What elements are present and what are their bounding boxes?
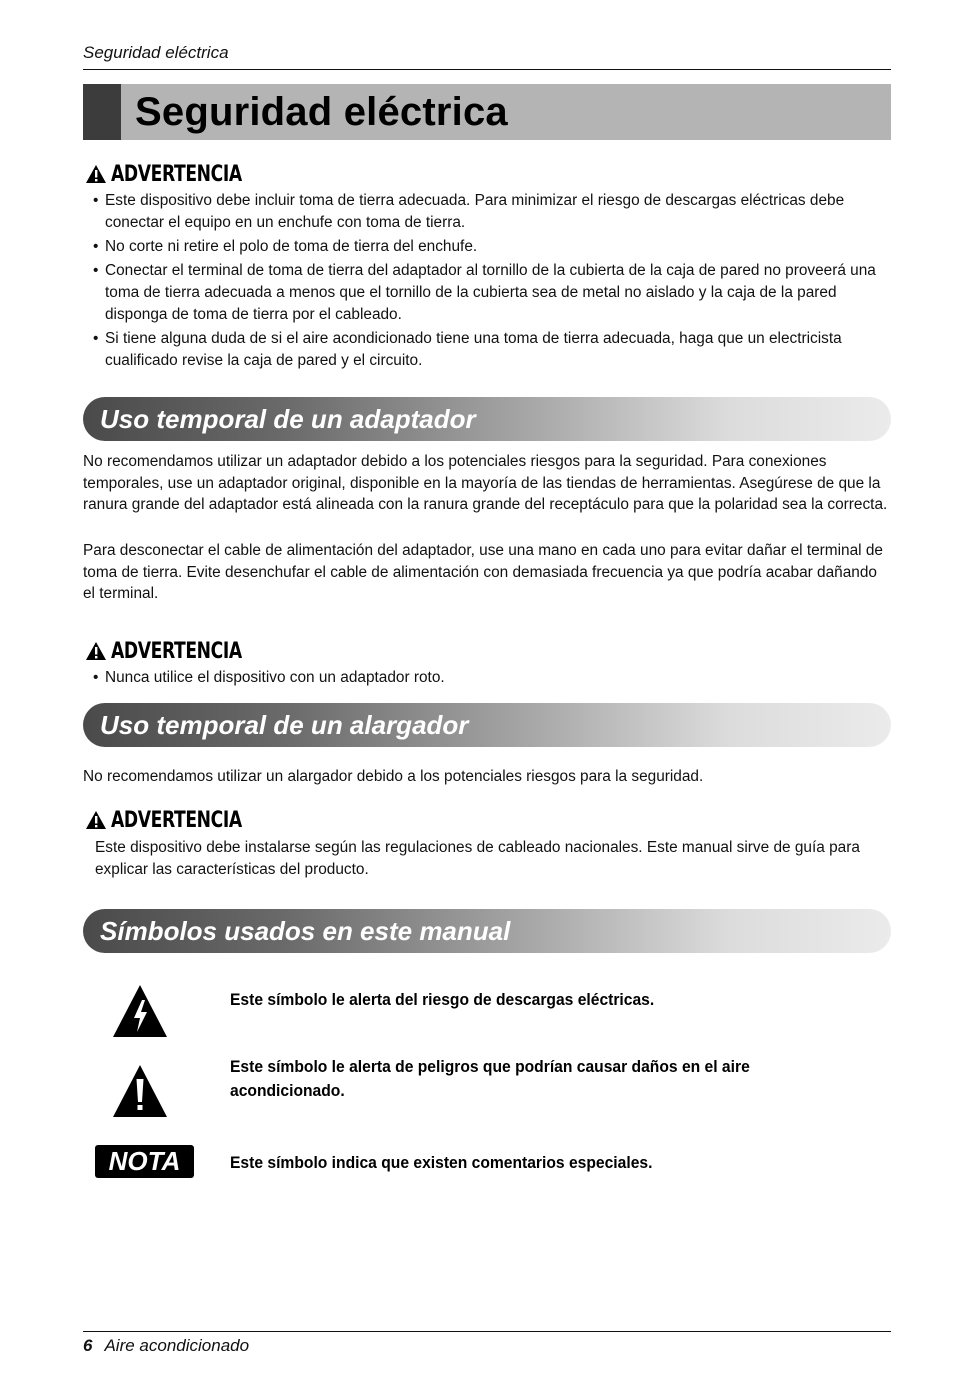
nota-badge: NOTA — [95, 1145, 194, 1178]
warning-label: ADVERTENCIA — [111, 807, 242, 833]
section-header-alargador — [83, 703, 891, 747]
page-title: Seguridad eléctrica — [135, 90, 508, 134]
exclamation-warning-icon — [111, 1063, 169, 1119]
symbol-row — [83, 1055, 891, 1121]
warning-heading — [85, 162, 279, 186]
symbol-description: Este símbolo le alerta de peligros que podrían causar daños en el aire acondicionado. — [230, 1057, 750, 1100]
warning1-list — [93, 190, 888, 374]
section-title: Uso temporal de un adaptador — [100, 404, 476, 434]
title-band-marker — [83, 84, 121, 140]
warning-paragraph: Este dispositivo debe instalarse según las regulaciones de cableado nacionales. Este manual sirve de guía para explicar las características del producto. — [95, 839, 860, 878]
warning-heading — [85, 639, 279, 663]
section-title: Uso temporal de un alargador — [100, 710, 469, 740]
paragraph: No recomendamos utilizar un adaptador debido a los potenciales riesgos para la seguridad. Para conexiones temporales, use un adaptador original, disponible en la mayoría de las tiendas de herramientas. Asegúrese de que la ranura grande del adaptador está alineada con la ranura grande del receptáculo para que la polaridad sea la correcta. — [83, 453, 888, 513]
list-item: • Si tiene alguna duda de si el aire acondicionado tiene una toma de tierra adecuada, haga que un electricista cualificado revise la caja de pared y el circuito. — [93, 328, 888, 372]
list-item: • Este dispositivo debe incluir toma de tierra adecuada. Para minimizar el riesgo de descargas eléctricas debe conectar el equipo en un enchufe con toma de tierra. — [93, 190, 888, 234]
paragraph: No recomendamos utilizar un alargador debido a los potenciales riesgos para la seguridad. — [83, 768, 704, 785]
symbol-description: Este símbolo le alerta del riesgo de descargas eléctricas. — [230, 990, 655, 1009]
header-rule — [83, 69, 891, 70]
list-item: • Nunca utilice el dispositivo con un adaptador roto. — [93, 667, 888, 689]
section-header-adaptador — [83, 397, 891, 441]
warning-triangle-icon — [85, 641, 107, 661]
running-head: Seguridad eléctrica — [83, 43, 229, 62]
footer — [83, 1336, 249, 1356]
paragraph: Para desconectar el cable de alimentación del adaptador, use una mano en cada uno para evitar dañar el terminal de toma de tierra. Evite desenchufar el cable de alimentación con demasiada frecuencia ya que podría acabar dañando el terminal. — [83, 542, 883, 602]
list-item: • No corte ni retire el polo de toma de tierra del enchufe. — [93, 236, 888, 258]
page-number: 6 — [83, 1336, 93, 1355]
warning-triangle-icon — [85, 164, 107, 184]
section-title: Símbolos usados en este manual — [100, 916, 511, 946]
symbol-description: Este símbolo indica que existen comentarios especiales. — [230, 1153, 653, 1172]
section-header-simbolos — [83, 909, 891, 953]
symbol-row — [83, 1145, 891, 1181]
footer-product: Aire acondicionado — [104, 1336, 250, 1355]
list-item: • Conectar el terminal de toma de tierra del adaptador al tornillo de la cubierta de la caja de pared no proveerá una toma de tierra adecuada a menos que el tornillo de la cubierta sea de metal no aislado y la caja de la pared disponga de toma de tierra por el cableado. — [93, 260, 888, 326]
footer-rule — [83, 1331, 891, 1332]
title-band — [83, 84, 891, 140]
warning-label: ADVERTENCIA — [111, 638, 242, 664]
symbol-row — [83, 983, 891, 1043]
warning-triangle-icon — [85, 810, 107, 830]
warning-heading — [85, 808, 279, 832]
warning2-list — [93, 667, 888, 691]
warning-label: ADVERTENCIA — [111, 161, 242, 187]
electric-shock-warning-icon — [111, 983, 169, 1039]
